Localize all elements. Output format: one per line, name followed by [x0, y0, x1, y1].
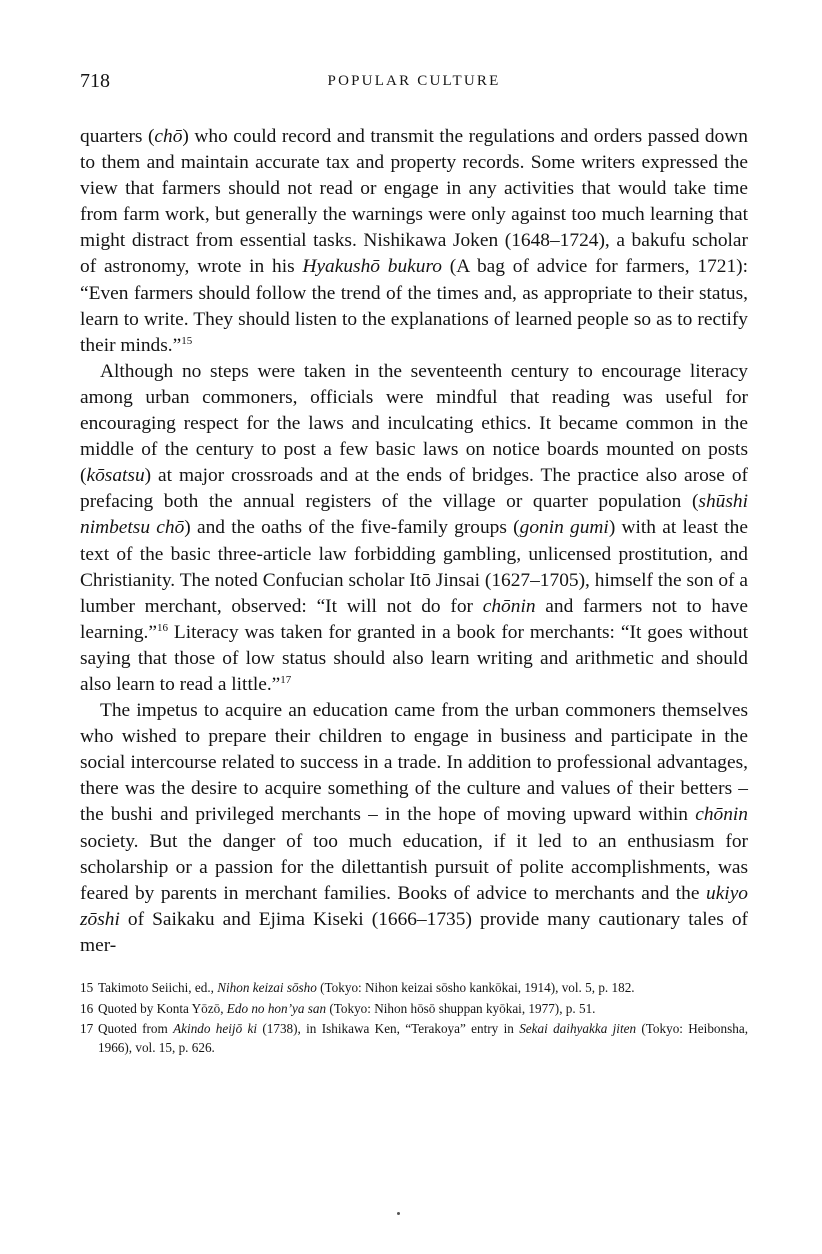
italic-term: chō	[154, 126, 183, 147]
text-run: (Tokyo: Heibonsha, 1966), vol. 15, p. 626.	[98, 1021, 748, 1055]
footnotes	[80, 979, 748, 1057]
text-run: quarters (	[80, 126, 155, 147]
running-head: POPULAR CULTURE	[327, 73, 501, 89]
text-run: The impetus to acquire an education came from the urban commoners themselves who wished to prepare their children to engage in business and participate in the social intercourse related to success in a trade. In addition to professional advantages, there was the desire to acquire something of the culture and values of their betters – the bushi and privileged merchants – in the hope of moving upward within	[80, 700, 748, 826]
text-run: Takimoto Seiichi, ed.,	[98, 980, 218, 995]
footnote	[80, 1000, 748, 1019]
footnote-number: 17	[80, 1021, 94, 1036]
text-run: ) at major crossroads and at the ends of bridges. The practice also arose of prefacing both the annual registers of the village or quarter population (	[80, 465, 748, 513]
paragraph	[80, 124, 748, 359]
page-number: 718	[80, 70, 110, 92]
footnote-text	[98, 1020, 748, 1057]
text-run: society. But the danger of too much education, if it led to an enthusiasm for scholarship or a passion for the dilettantish pursuit of polite accomplishments, was feared by parents in merchant families. Books of advice to merchants and the	[80, 830, 748, 904]
italic-term: Nihon keizai sōsho	[217, 980, 317, 995]
body-text	[80, 124, 748, 959]
paragraph	[80, 698, 748, 959]
page-header	[80, 70, 748, 98]
footnote-text	[98, 979, 748, 998]
text-run: Quoted from	[98, 1021, 174, 1036]
footnote-ref: 17	[280, 673, 292, 686]
italic-term: kōsatsu	[86, 465, 145, 487]
italic-term: Sekai daihyakka jiten	[519, 1021, 637, 1036]
text-run: (A bag of advice for farmers, 1721): “Even farmers should follow the trend of the times and, as appropriate to their status, learn to write. They should listen to the explanations of learned people so as to rectify their minds.”	[80, 256, 748, 356]
italic-term: ukiyo zōshi	[80, 882, 748, 930]
text-run: ) and the oaths of the five-family groups (	[184, 517, 520, 539]
italic-term: shūshi nimbetsu chō	[80, 491, 748, 539]
text-run: (Tokyo: Nihon keizai sōsho kankōkai, 1914), vol. 5, p. 182.	[316, 980, 635, 995]
italic-term: chōnin	[482, 595, 536, 617]
footnote-ref: 16	[157, 621, 168, 634]
text-run: of Saikaku and Ejima Kiseki (1666–1735) provide many cautionary tales of mer-	[80, 908, 748, 956]
book-page	[80, 70, 748, 1057]
italic-term: Hyakushō bukuro	[302, 256, 442, 278]
italic-term: chōnin	[695, 804, 748, 826]
page-mark	[397, 1212, 400, 1215]
italic-term: gonin gumi	[519, 517, 609, 539]
text-run: (Tokyo: Nihon hōsō shuppan kyōkai, 1977), p. 51.	[326, 1000, 596, 1016]
text-run: ) who could record and transmit the regulations and orders passed down to them and maintain accurate tax and property records. Some writers expressed the view that farmers should not read or engage in any activities that would take time from farm work, but generally the warnings were only against too much learning that might distract from essential tasks. Nishikawa Joken (1648–1724), a bakufu scholar of astronomy, wrote in his	[80, 126, 748, 278]
footnote-ref: 15	[181, 334, 193, 347]
footnote-number: 16	[80, 1000, 94, 1016]
text-run: (1738), in Ishikawa Ken, “Terakoya” entry in	[257, 1021, 520, 1036]
footnote	[80, 1020, 748, 1057]
footnote-text	[98, 1000, 748, 1019]
text-run: Quoted by Konta Yōzō,	[98, 1000, 227, 1016]
footnote	[80, 979, 748, 998]
text-run: ) with at least the text of the basic three-article law forbidding gambling, unlicensed prostitution, and Christianity. The noted Confucian scholar Itō Jinsai (1627–1705), himself the son of a lumber merchant, observed: “It will not do for	[80, 517, 748, 617]
italic-term: Edo no hon’ya san	[226, 1000, 327, 1016]
text-run: Although no steps were taken in the seventeenth century to encourage literacy among urban commoners, officials were mindful that reading was useful for encouraging respect for the laws and inculcating ethics. It became common in the middle of the century to post a few basic laws on notice boards mounted on posts (	[80, 360, 748, 487]
text-run: Literacy was taken for granted in a book for merchants: “It goes without saying that those of low status should also learn writing and arithmetic and should also learn to read a little.”	[80, 621, 748, 695]
text-run: and farmers not to have learning.”	[80, 595, 748, 643]
paragraph	[80, 359, 748, 698]
footnote-number: 15	[80, 980, 94, 995]
italic-term: Akindo heijō ki	[173, 1021, 258, 1036]
